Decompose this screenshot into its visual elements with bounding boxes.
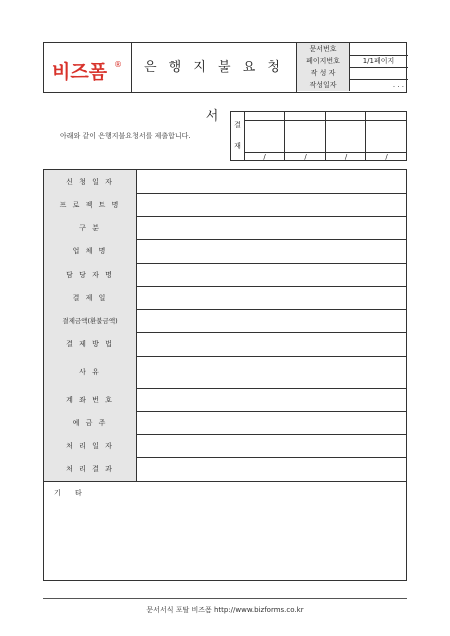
form-value-field[interactable] [136, 356, 406, 388]
form-row [44, 263, 406, 287]
form-value-field[interactable] [136, 170, 406, 193]
meta-label: 페이지번호 [297, 55, 350, 67]
form-row [44, 170, 406, 194]
form-label: 구 분 [44, 216, 137, 239]
form-label: 예 금 주 [44, 411, 137, 434]
form-row [44, 411, 406, 435]
form-label: 사 유 [44, 356, 137, 388]
form-row [44, 457, 406, 482]
form-value-field[interactable] [136, 216, 406, 239]
approval-slot-date: / [245, 152, 284, 161]
document-header [43, 42, 407, 124]
meta-value[interactable] [349, 43, 408, 55]
form-row [44, 309, 406, 333]
form-value-field[interactable] [136, 263, 406, 286]
approval-label-top: 결 [234, 121, 241, 129]
form-label: 결 제 일 [44, 286, 137, 309]
form-value-field[interactable] [136, 309, 406, 332]
approval-box [230, 111, 407, 161]
form-value-field[interactable] [136, 411, 406, 434]
approval-slot-date: / [326, 152, 366, 161]
footer-divider [43, 598, 407, 599]
approval-slot-date: / [285, 152, 326, 161]
form-label: 결제금액(환불금액) [44, 309, 137, 332]
meta-label: 문서번호 [297, 43, 350, 55]
bizforms-logo: 비즈폼 [52, 61, 108, 83]
approval-slot[interactable] [365, 112, 407, 160]
form-label: 결 제 방 법 [44, 332, 137, 356]
meta-row-date [297, 79, 408, 91]
etc-field[interactable] [44, 481, 406, 580]
document-meta-table [296, 43, 408, 92]
approval-slot-head [326, 112, 366, 121]
meta-label: 작성일자 [297, 79, 350, 91]
meta-label: 작 성 자 [297, 67, 350, 79]
form-value-field[interactable] [136, 332, 406, 356]
form-label: 처 리 결 과 [44, 457, 137, 481]
meta-value[interactable] [349, 67, 408, 79]
form-label: 계 좌 번 호 [44, 388, 137, 411]
approval-slot[interactable] [284, 112, 326, 160]
form-value-field[interactable] [136, 434, 406, 457]
form-row [44, 193, 406, 217]
form-row [44, 356, 406, 389]
approval-slot-head [245, 112, 284, 121]
logo-cell [44, 43, 132, 92]
form-label: 업 체 명 [44, 239, 137, 263]
request-form-table [43, 169, 407, 581]
form-label: 프 로 젝 트 명 [44, 193, 137, 216]
form-row [44, 216, 406, 240]
approval-slot[interactable] [325, 112, 366, 160]
approval-slot-head [285, 112, 326, 121]
form-label: 처 리 일 자 [44, 434, 137, 457]
approval-slot-date: / [366, 152, 407, 161]
form-label: 신 청 일 자 [44, 170, 137, 193]
meta-value[interactable]: . . . [392, 81, 404, 89]
form-row [44, 332, 406, 357]
form-label: 담 당 자 명 [44, 263, 137, 286]
form-value-field[interactable] [136, 286, 406, 309]
meta-value[interactable]: 1/1페이지 [362, 57, 395, 65]
form-value-field[interactable] [136, 239, 406, 263]
approval-slot[interactable] [245, 112, 284, 160]
document-title: 은 행 지 불 요 청 서 [143, 60, 284, 124]
registered-mark: ® [114, 60, 122, 69]
form-value-field[interactable] [136, 457, 406, 481]
footer-text: 문서서식 포탈 비즈폼 http://www.bizforms.co.kr [146, 606, 304, 614]
form-row [44, 434, 406, 458]
form-row [44, 286, 406, 310]
form-row [44, 239, 406, 264]
form-value-field[interactable] [136, 193, 406, 216]
approval-label-bottom: 재 [234, 142, 241, 150]
approval-slots [245, 112, 406, 160]
form-row [44, 388, 406, 412]
form-value-field[interactable] [136, 388, 406, 411]
approval-slot-head [366, 112, 407, 121]
etc-label: 기 타 [54, 489, 88, 497]
approval-label [231, 112, 245, 160]
intro-text: 아래와 같이 은행지불요청서를 제출합니다. [60, 132, 191, 140]
